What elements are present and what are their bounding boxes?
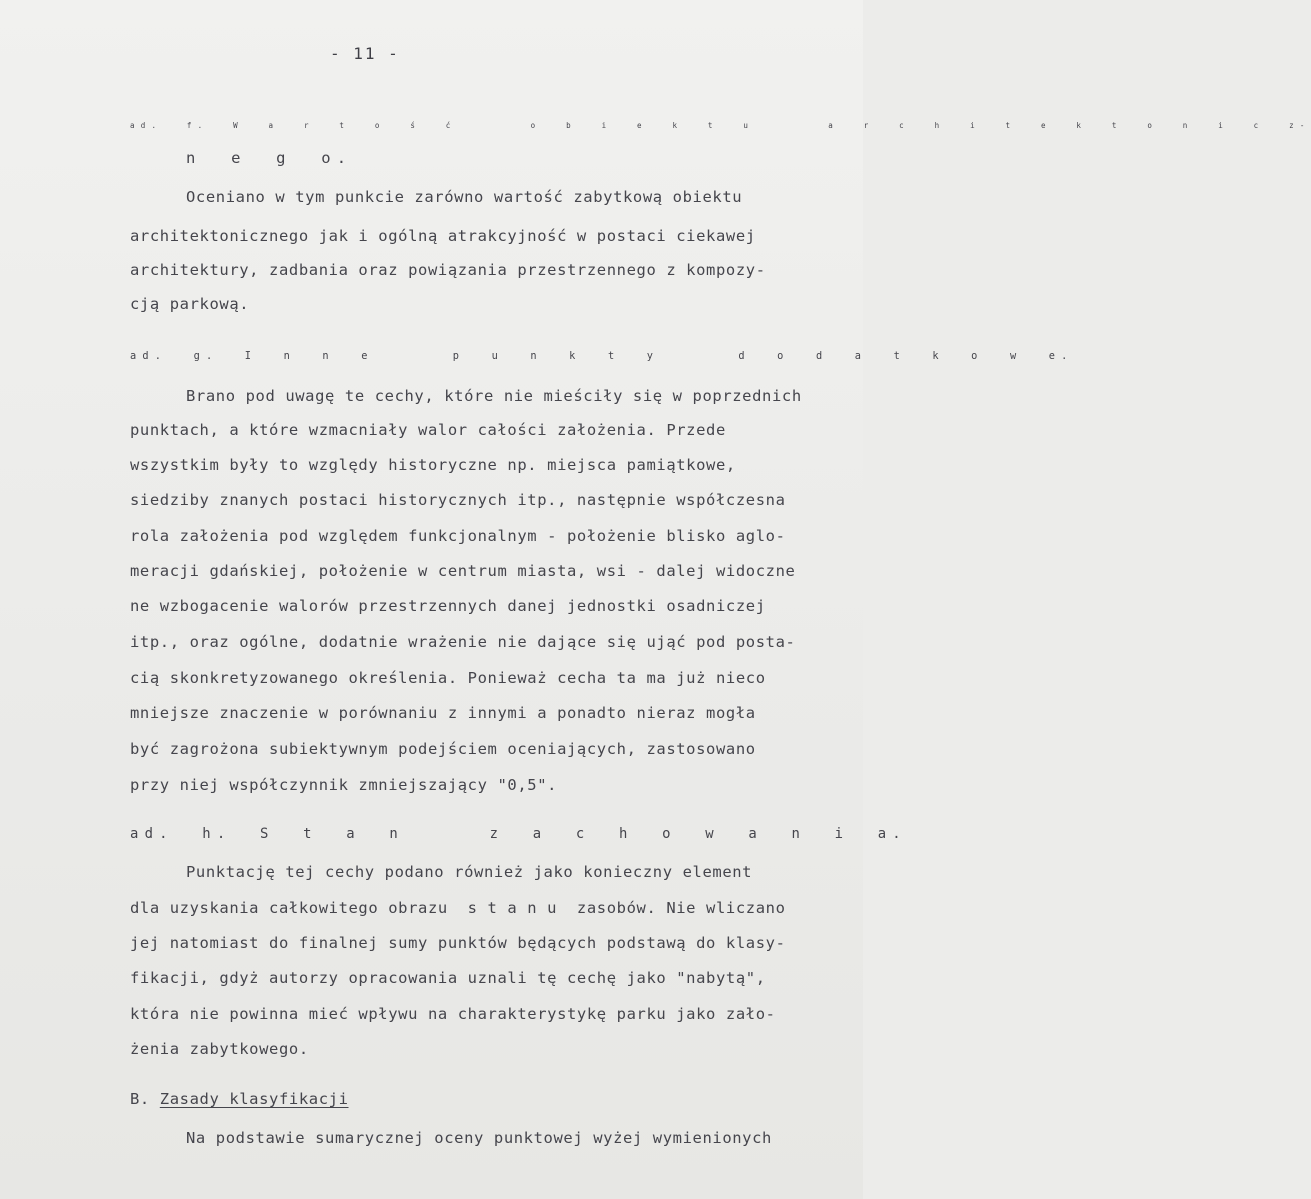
section-g-text-line: cią skonkretyzowanego określenia. Ponieważ cecha ta ma już nieco [130,669,766,687]
section-h-text-line: żenia zabytkowego. [130,1040,309,1058]
section-g-text-line: itp., oraz ogólne, dodatnie wrażenie nie dające się ująć pod posta- [130,633,796,651]
section-f-heading-line-1: ad. f. W a r t o ś ć o b i e k t u a r c h i t e k t o n i c z- [130,121,1311,130]
section-h-heading: ad. h. S t a n z a c h o w a n i a. [130,826,907,842]
section-h-text-line: Punktację tej cechy podano również jako konieczny element [186,863,753,881]
section-f-text-line: architektonicznego jak i ogólną atrakcyjność w postaci ciekawej [130,227,756,245]
section-f-text-line: Oceniano w tym punkcie zarówno wartość zabytkową obiektu [186,188,743,206]
section-g-text-line: przy niej współczynnik zmniejszający "0,5". [130,776,558,794]
section-h-text-line: która nie powinna mieć wpływu na charakterystykę parku jako zało- [130,1005,776,1023]
section-f-text-line: architektury, zadbania oraz powiązania przestrzennego z kompozy- [130,261,766,279]
section-g-text-line: być zagrożona subiektywnym podejściem oceniających, zastosowano [130,740,756,758]
section-f-heading-line-2: n e g o. [186,149,353,167]
section-b-prefix: B. [130,1090,160,1108]
section-g-text-line: wszystkim były to względy historyczne np. miejsca pamiątkowe, [130,456,736,474]
section-g-text-line: mniejsze znaczenie w porównaniu z innymi a ponadto nieraz mogła [130,704,756,722]
section-f-text-line: cją parkową. [130,295,250,313]
section-g-text-line: meracji gdańskiej, położenie w centrum miasta, wsi - dalej widoczne [130,562,796,580]
section-b-heading [130,1090,349,1108]
page-number: - 11 - [330,44,400,63]
section-g-text-line: ne wzbogacenie walorów przestrzennych danej jednostki osadniczej [130,597,766,615]
section-g-heading: ad. g. I n n e p u n k t y d o d a t k o w e. [130,350,1074,362]
section-b-text-line: Na podstawie sumarycznej oceny punktowej wyżej wymienionych [186,1129,772,1147]
section-h-text-line: dla uzyskania całkowitego obrazu s t a n u zasobów. Nie wliczano [130,899,786,917]
section-g-text-line: Brano pod uwagę te cechy, które nie mieściły się w poprzednich [186,387,802,405]
section-g-text-line: siedziby znanych postaci historycznych itp., następnie współczesna [130,491,786,509]
section-h-text-line: jej natomiast do finalnej sumy punktów będących podstawą do klasy- [130,934,786,952]
section-b-title: Zasady klasyfikacji [159,1090,349,1108]
section-h-text-line: fikacji, gdyż autorzy opracowania uznali tę cechę jako "nabytą", [130,969,766,987]
section-g-text-line: rola założenia pod względem funkcjonalnym - położenie blisko aglo- [130,527,786,545]
section-g-text-line: punktach, a które wzmacniały walor całości założenia. Przede [130,421,726,439]
